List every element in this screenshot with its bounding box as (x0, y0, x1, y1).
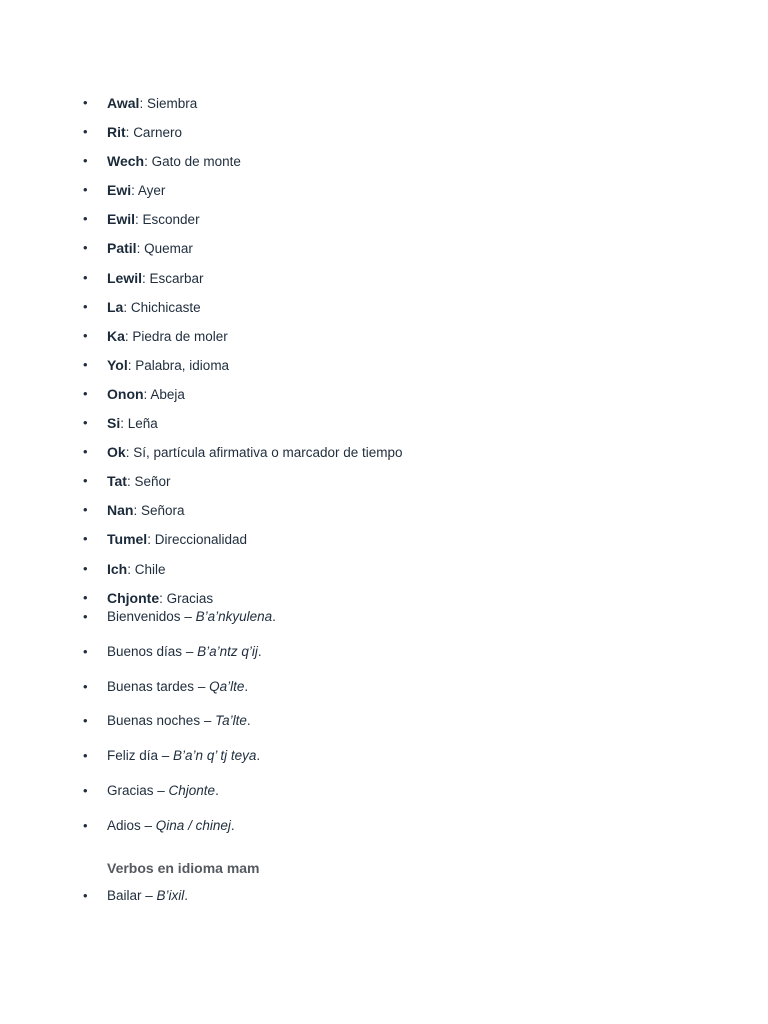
bullet-marker: • (83, 385, 88, 401)
phrase-item (80, 745, 680, 780)
separator: : (135, 212, 143, 228)
vocabulary-list (80, 92, 680, 616)
vocabulary-item (80, 325, 680, 354)
period: . (257, 643, 262, 659)
spanish-meaning: Siembra (146, 96, 198, 111)
bullet-marker: • (83, 502, 88, 518)
phrases-list (80, 606, 680, 850)
spanish-meaning: Abeja (150, 386, 185, 402)
mam-term: Chjonte (107, 589, 160, 606)
mam-term: Si (107, 415, 121, 432)
spanish-phrase: Buenos días (107, 643, 183, 659)
mam-term: Ka (107, 327, 125, 344)
vocabulary-item (80, 354, 680, 383)
mam-term: Nan (107, 502, 134, 519)
mam-phrase: B’a’n q’ tj teya (173, 748, 257, 764)
phrase-item (80, 641, 680, 676)
separator: : (124, 328, 133, 344)
separator: – (153, 782, 169, 798)
vocabulary-item (80, 296, 680, 325)
spanish-meaning: Gracias (166, 590, 214, 606)
bullet-marker: • (83, 817, 88, 833)
bullet-marker: • (83, 560, 88, 576)
period: . (244, 678, 249, 694)
separator: : (126, 474, 135, 490)
bullet-marker: • (83, 444, 88, 460)
mam-term: Tumel (107, 531, 148, 548)
mam-term: Wech (107, 153, 145, 170)
separator: : (159, 590, 167, 606)
mam-term: Lewil (107, 269, 143, 286)
bullet-marker: • (83, 298, 88, 314)
bullet-marker: • (83, 531, 88, 547)
mam-phrase: Qina / chinej (155, 817, 231, 833)
period: . (215, 782, 219, 798)
phrase-item (80, 815, 680, 850)
mam-term: Ich (107, 560, 128, 577)
verbs-section-heading: Verbos en idioma mam (107, 860, 260, 876)
vocabulary-item (80, 92, 680, 121)
vocabulary-item (80, 208, 680, 237)
separator: : (133, 503, 141, 519)
spanish-meaning: Señor (134, 474, 171, 490)
spanish-phrase: Gracias (107, 782, 154, 798)
period: . (230, 817, 235, 833)
separator: – (180, 609, 196, 624)
separator: – (140, 817, 156, 833)
spanish-meaning: Ayer (137, 183, 166, 199)
verb-item (80, 885, 680, 907)
spanish-phrase: Buenas noches (107, 713, 201, 729)
spanish-meaning: Carnero (133, 125, 182, 141)
vocabulary-item (80, 267, 680, 296)
separator: : (131, 183, 138, 199)
separator: – (158, 748, 174, 764)
separator: – (141, 888, 157, 903)
spanish-meaning: Escarbar (149, 270, 204, 286)
separator: : (123, 299, 131, 315)
period: . (184, 888, 189, 903)
vocabulary-item (80, 470, 680, 499)
bullet-marker: • (83, 327, 88, 343)
separator: : (127, 561, 135, 577)
mam-phrase: B’a’ntz q’ij (197, 643, 258, 659)
separator: : (136, 241, 145, 257)
bullet-marker: • (83, 782, 88, 798)
separator: : (147, 532, 155, 548)
vocabulary-item (80, 558, 680, 587)
bullet-marker: • (83, 713, 88, 729)
separator: : (144, 154, 152, 170)
spanish-meaning: Direccionalidad (154, 532, 248, 548)
separator: – (200, 713, 216, 729)
mam-term: La (107, 298, 124, 315)
mam-term: Yol (107, 356, 128, 373)
separator: : (143, 386, 151, 402)
vocabulary-item (80, 441, 680, 470)
bullet-marker: • (83, 153, 88, 169)
mam-term: Rit (107, 124, 126, 141)
bullet-marker: • (83, 356, 88, 372)
bullet-marker: • (83, 473, 88, 489)
mam-phrase: Ta’lte (215, 713, 247, 729)
bullet-marker: • (83, 269, 88, 285)
mam-term: Onon (107, 385, 144, 402)
separator: : (142, 270, 150, 286)
vocabulary-item (80, 150, 680, 179)
spanish-meaning: Sí, partícula afirmativa o marcador de tiempo (133, 445, 403, 461)
bullet-marker: • (83, 124, 88, 140)
spanish-meaning: Esconder (142, 212, 200, 228)
vocabulary-item (80, 528, 680, 557)
spanish-verb: Bailar (107, 888, 142, 903)
vocabulary-item (80, 383, 680, 412)
separator: – (182, 643, 198, 659)
spanish-phrase: Buenas tardes (107, 678, 195, 694)
bullet-marker: • (83, 888, 88, 903)
bullet-marker: • (83, 748, 88, 764)
vocabulary-item (80, 179, 680, 208)
vocabulary-item (80, 121, 680, 150)
separator: : (139, 96, 147, 111)
spanish-meaning: Chichicaste (130, 299, 201, 315)
period: . (256, 748, 261, 764)
mam-term: Ewi (107, 182, 132, 199)
spanish-meaning: Chile (134, 561, 166, 577)
bullet-marker: • (83, 609, 88, 624)
spanish-phrase: Feliz día (107, 748, 159, 764)
phrase-item (80, 606, 680, 641)
spanish-phrase: Bienvenidos (107, 609, 181, 624)
spanish-meaning: Señora (140, 503, 185, 519)
vocabulary-item (80, 237, 680, 266)
phrase-item (80, 780, 680, 815)
bullet-marker: • (83, 678, 88, 694)
phrase-item (80, 676, 680, 711)
vocabulary-item (80, 412, 680, 441)
period: . (272, 609, 276, 624)
separator: : (125, 125, 134, 141)
mam-verb: B’ixil (156, 888, 185, 903)
mam-term: Tat (107, 473, 127, 490)
bullet-marker: • (83, 643, 88, 659)
period: . (246, 713, 251, 729)
separator: : (125, 445, 134, 461)
bullet-marker: • (83, 240, 88, 256)
mam-phrase: Qa’lte (209, 678, 245, 694)
spanish-meaning: Quemar (144, 241, 193, 257)
spanish-meaning: Palabra, idioma (135, 357, 230, 373)
bullet-marker: • (83, 182, 88, 198)
verbs-list (80, 885, 680, 907)
bullet-marker: • (83, 211, 88, 227)
spanish-meaning: Gato de monte (151, 154, 241, 170)
bullet-marker: • (83, 95, 88, 110)
phrase-item (80, 710, 680, 745)
bullet-marker: • (83, 415, 88, 431)
bullet-marker: • (83, 589, 88, 605)
mam-term: Ewil (107, 211, 136, 228)
spanish-meaning: Leña (127, 416, 158, 432)
mam-phrase: Chjonte (168, 782, 216, 798)
mam-term: Ok (107, 444, 126, 461)
separator: : (127, 357, 136, 373)
separator: – (194, 678, 210, 694)
spanish-meaning: Piedra de moler (132, 328, 228, 344)
vocabulary-item (80, 499, 680, 528)
separator: : (120, 416, 128, 432)
mam-term: Awal (107, 95, 140, 111)
mam-term: Patil (107, 240, 137, 257)
mam-phrase: B’a’nkyulena (195, 609, 273, 624)
spanish-phrase: Adios (107, 817, 141, 833)
